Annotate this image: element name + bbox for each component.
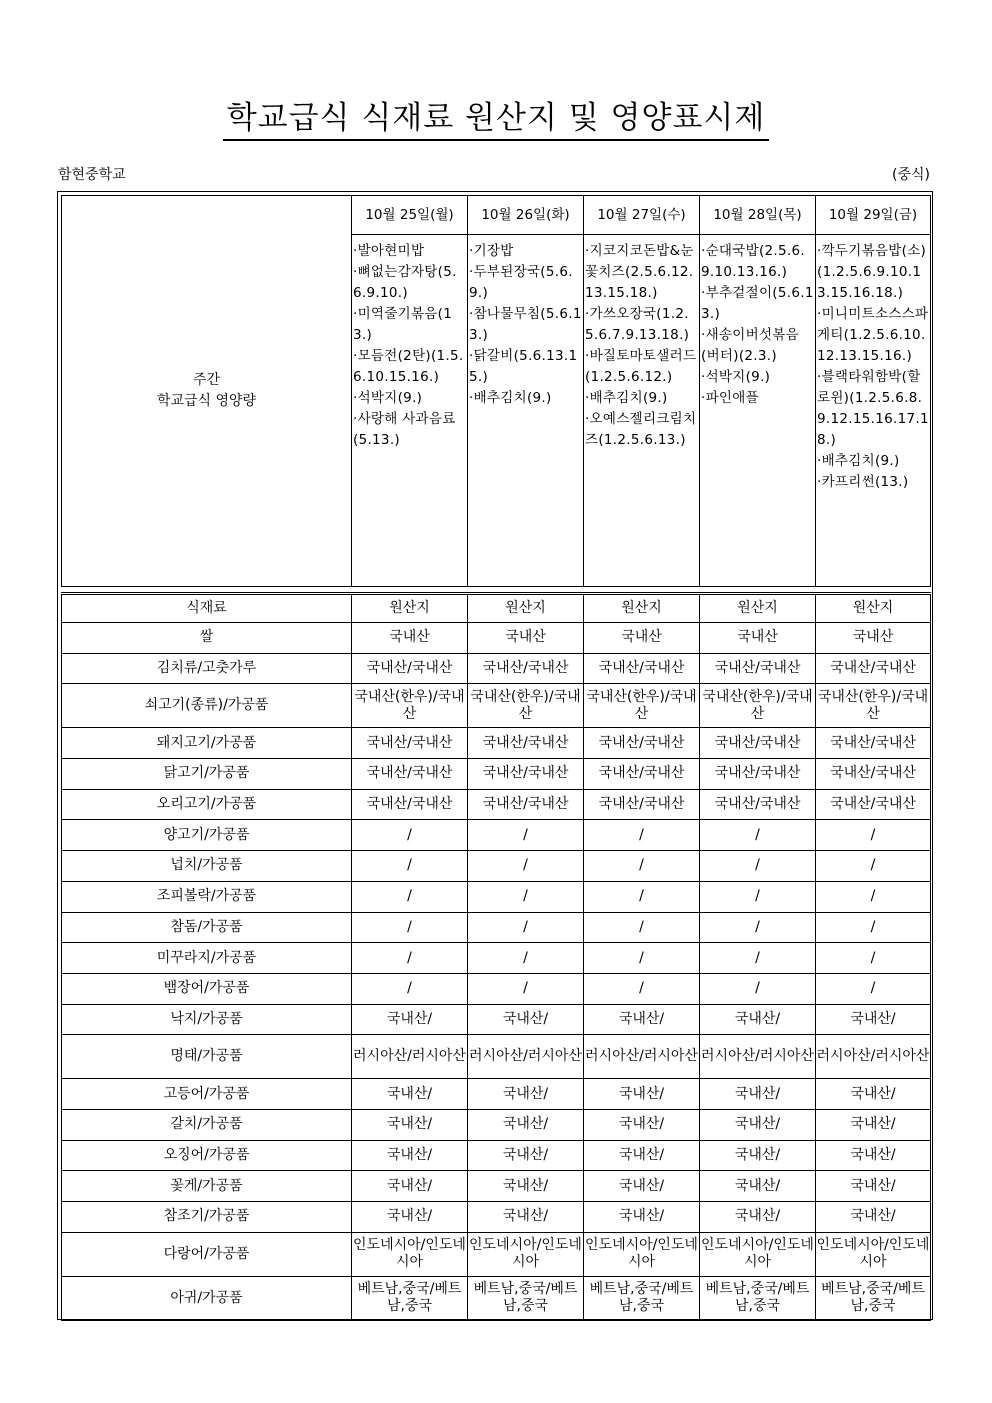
menu-cell	[816, 235, 931, 587]
origin-value: /	[816, 912, 931, 943]
origin-value: 베트남,중국/베트남,중국	[468, 1276, 584, 1320]
date-header: 10월 29일(금)	[816, 196, 931, 235]
origin-value: /	[584, 943, 700, 974]
menu-item: ·파인애플	[701, 390, 759, 406]
origin-value: 국내산/	[584, 1079, 700, 1110]
origin-value: 러시아산/러시아산	[700, 1035, 816, 1079]
menu-item: ·닭갈비(5.6.13.15.)	[469, 348, 578, 385]
origin-value: 국내산/국내산	[352, 728, 468, 759]
meal-type: (중식)	[892, 167, 930, 183]
ingredient-name: 명태/가공품	[62, 1035, 352, 1079]
origin-value: 국내산	[352, 623, 468, 654]
origin-header-row	[62, 594, 931, 623]
origin-value: 국내산(한우)/국내산	[352, 684, 468, 728]
menu-item: ·카프리썬(13.)	[817, 474, 909, 490]
origin-value: 국내산(한우)/국내산	[468, 684, 584, 728]
ingredient-name: 닭고기/가공품	[62, 759, 352, 790]
origin-value: 국내산/국내산	[468, 759, 584, 790]
ingredient-name: 고등어/가공품	[62, 1079, 352, 1110]
origin-value: 국내산/국내산	[468, 789, 584, 820]
origin-value: 국내산/국내산	[352, 789, 468, 820]
menu-item: ·미역줄기볶음(13.)	[353, 306, 453, 343]
origin-value: /	[816, 881, 931, 912]
page-title: 학교급식 식재료 원산지 및 영양표시제	[0, 92, 992, 141]
origin-value: 국내산/국내산	[816, 728, 931, 759]
origin-value: /	[700, 820, 816, 851]
origin-value: 베트남,중국/베트남,중국	[584, 1276, 700, 1320]
origin-value: 국내산/국내산	[584, 789, 700, 820]
weekly-nutrition-label: 주간 학교급식 영양량	[62, 196, 352, 587]
origin-header: 원산지	[352, 594, 468, 623]
origin-value: /	[584, 851, 700, 882]
origin-value: 국내산	[468, 623, 584, 654]
ingredient-name: 다랑어/가공품	[62, 1232, 352, 1276]
origin-row	[62, 759, 931, 790]
ingredient-name: 쇠고기(종류)/가공품	[62, 684, 352, 728]
date-header: 10월 28일(목)	[700, 196, 816, 235]
origin-value: 베트남,중국/베트남,중국	[700, 1276, 816, 1320]
menu-item: ·블랙타워함박(할로윈)(1.2.5.6.8.9.12.15.16.17.18.)	[817, 369, 929, 448]
origin-value: 베트남,중국/베트남,중국	[352, 1276, 468, 1320]
ingredient-name: 쌀	[62, 623, 352, 654]
menu-item: ·기장밥	[469, 243, 514, 259]
origin-value: /	[468, 881, 584, 912]
menu-item: ·바질토마토샐러드(1.2.5.6.12.)	[585, 348, 697, 385]
ingredient-name: 뱀장어/가공품	[62, 973, 352, 1004]
ingredient-name: 꽃게/가공품	[62, 1171, 352, 1202]
origin-value: 국내산/	[816, 1171, 931, 1202]
date-header: 10월 27일(수)	[584, 196, 700, 235]
menu-item: ·배추김치(9.)	[817, 453, 900, 469]
origin-value: 국내산/	[468, 1202, 584, 1233]
origin-value: 국내산/국내산	[816, 759, 931, 790]
origin-value: /	[352, 912, 468, 943]
origin-value: /	[584, 912, 700, 943]
origin-row	[62, 623, 931, 654]
origin-row	[62, 820, 931, 851]
origin-value: /	[700, 851, 816, 882]
ingredient-name: 참돔/가공품	[62, 912, 352, 943]
origin-row	[62, 1202, 931, 1233]
origin-value: 국내산/	[816, 1140, 931, 1171]
menu-item: ·새송이버섯볶음(버터)(2.3.)	[701, 327, 799, 364]
menu-item: ·배추김치(9.)	[469, 390, 552, 406]
origin-row	[62, 973, 931, 1004]
origin-value: /	[352, 943, 468, 974]
origin-value: 국내산/국내산	[584, 759, 700, 790]
menu-cell	[352, 235, 468, 587]
origin-row	[62, 1079, 931, 1110]
origin-value: 인도네시아/인도네시아	[352, 1232, 468, 1276]
menu-item: ·배추김치(9.)	[585, 390, 668, 406]
origin-value: 국내산/국내산	[584, 653, 700, 684]
origin-value: /	[352, 973, 468, 1004]
origin-value: 국내산/	[584, 1202, 700, 1233]
ingredient-name: 오리고기/가공품	[62, 789, 352, 820]
origin-value: 국내산/	[468, 1004, 584, 1035]
origin-value: 국내산/국내산	[700, 728, 816, 759]
origin-value: 국내산	[816, 623, 931, 654]
origin-header: 원산지	[468, 594, 584, 623]
date-header: 10월 25일(월)	[352, 196, 468, 235]
origin-value: 국내산/	[700, 1171, 816, 1202]
ingredient-name: 양고기/가공품	[62, 820, 352, 851]
menu-cell	[584, 235, 700, 587]
date-header: 10월 26일(화)	[468, 196, 584, 235]
origin-value: 국내산/	[468, 1079, 584, 1110]
origin-value: 국내산/	[816, 1079, 931, 1110]
origin-row	[62, 728, 931, 759]
origin-row	[62, 653, 931, 684]
origin-row	[62, 1232, 931, 1276]
origin-row	[62, 943, 931, 974]
menu-item: ·석박지(9.)	[701, 369, 771, 385]
menu-item: ·두부된장국(5.6.9.)	[469, 264, 573, 301]
menu-item: ·오예스젤리크림치즈(1.2.5.6.13.)	[585, 411, 697, 448]
menu-item: ·미니미트소스스파게티(1.2.5.6.10.12.13.15.16.)	[817, 306, 929, 364]
origin-value: /	[468, 943, 584, 974]
origin-value: 국내산/국내산	[584, 728, 700, 759]
origin-value: 국내산/	[468, 1140, 584, 1171]
menu-table	[61, 195, 931, 587]
origin-value: 국내산(한우)/국내산	[700, 684, 816, 728]
origin-row	[62, 851, 931, 882]
origin-value: 국내산/	[468, 1109, 584, 1140]
origin-value: 국내산/	[816, 1202, 931, 1233]
origin-value: 국내산/	[352, 1079, 468, 1110]
origin-value: 국내산/	[584, 1109, 700, 1140]
origin-value: 국내산/	[352, 1109, 468, 1140]
origin-value: 국내산/국내산	[816, 653, 931, 684]
ingredient-name: 김치류/고춧가루	[62, 653, 352, 684]
origin-value: 국내산/	[468, 1171, 584, 1202]
origin-row	[62, 1276, 931, 1320]
menu-item: ·가쓰오장국(1.2.5.6.7.9.13.18.)	[585, 306, 690, 343]
menu-item: ·부추겉절이(5.6.13.)	[701, 285, 814, 322]
ingredient-name: 갈치/가공품	[62, 1109, 352, 1140]
origin-value: /	[352, 881, 468, 912]
origin-header: 원산지	[584, 594, 700, 623]
origin-value: 국내산/국내산	[352, 759, 468, 790]
origin-row	[62, 881, 931, 912]
origin-table	[61, 592, 931, 1321]
origin-value: /	[816, 943, 931, 974]
origin-row	[62, 912, 931, 943]
origin-value: 국내산/국내산	[700, 653, 816, 684]
origin-value: 베트남,중국/베트남,중국	[816, 1276, 931, 1320]
origin-value: 국내산/	[352, 1171, 468, 1202]
origin-value: 국내산/국내산	[468, 728, 584, 759]
origin-value: 국내산/	[352, 1140, 468, 1171]
menu-item: ·뼈없는감자탕(5.6.9.10.)	[353, 264, 457, 301]
origin-value: 러시아산/러시아산	[352, 1035, 468, 1079]
ingredient-name: 미꾸라지/가공품	[62, 943, 352, 974]
origin-value: /	[468, 973, 584, 1004]
origin-value: 국내산(한우)/국내산	[816, 684, 931, 728]
ingredient-name: 조피볼락/가공품	[62, 881, 352, 912]
menu-item: ·석박지(9.)	[353, 390, 423, 406]
school-name: 함현중학교	[58, 167, 126, 183]
origin-value: /	[700, 943, 816, 974]
date-row	[62, 196, 931, 235]
origin-value: /	[584, 820, 700, 851]
origin-value: 국내산/	[584, 1171, 700, 1202]
origin-value: /	[816, 973, 931, 1004]
origin-value: 국내산/	[700, 1202, 816, 1233]
origin-value: /	[468, 820, 584, 851]
origin-value: 인도네시아/인도네시아	[584, 1232, 700, 1276]
menu-item: ·발아현미밥	[353, 243, 425, 259]
origin-value: 국내산/	[584, 1004, 700, 1035]
origin-value: 국내산/국내산	[816, 789, 931, 820]
menu-cell	[468, 235, 584, 587]
origin-row	[62, 1035, 931, 1079]
origin-value: 국내산/	[700, 1140, 816, 1171]
origin-row	[62, 684, 931, 728]
origin-value: 국내산/	[700, 1079, 816, 1110]
menu-cell	[700, 235, 816, 587]
menu-item: ·깍두기볶음밥(소)(1.2.5.6.9.10.13.15.16.18.)	[817, 243, 927, 301]
origin-value: 러시아산/러시아산	[468, 1035, 584, 1079]
origin-value: 국내산/국내산	[700, 789, 816, 820]
menu-item: ·사랑해 사과음료(5.13.)	[353, 411, 456, 448]
origin-value: 국내산/	[700, 1109, 816, 1140]
origin-value: /	[352, 851, 468, 882]
ingredient-name: 돼지고기/가공품	[62, 728, 352, 759]
origin-value: 국내산/국내산	[352, 653, 468, 684]
origin-value: 국내산/	[584, 1140, 700, 1171]
origin-value: /	[584, 881, 700, 912]
origin-value: 국내산/	[352, 1202, 468, 1233]
origin-value: 국내산/	[700, 1004, 816, 1035]
origin-value: 러시아산/러시아산	[816, 1035, 931, 1079]
ingredient-name: 오징어/가공품	[62, 1140, 352, 1171]
origin-value: /	[468, 851, 584, 882]
menu-item: ·모듬전(2탄)(1.5.6.10.15.16.)	[353, 348, 464, 385]
origin-header: 원산지	[816, 594, 931, 623]
origin-row	[62, 789, 931, 820]
menu-item: ·참나물무침(5.6.13.)	[469, 306, 582, 343]
ingredient-name: 아귀/가공품	[62, 1276, 352, 1320]
origin-value: /	[816, 851, 931, 882]
origin-header: 원산지	[700, 594, 816, 623]
origin-row	[62, 1140, 931, 1171]
origin-value: 인도네시아/인도네시아	[700, 1232, 816, 1276]
origin-value: /	[700, 973, 816, 1004]
origin-value: 국내산/	[352, 1004, 468, 1035]
origin-row	[62, 1109, 931, 1140]
origin-value: 국내산(한우)/국내산	[584, 684, 700, 728]
origin-value: 인도네시아/인도네시아	[468, 1232, 584, 1276]
origin-row	[62, 1004, 931, 1035]
origin-value: 국내산/국내산	[700, 759, 816, 790]
origin-value: 국내산/	[816, 1109, 931, 1140]
origin-value: 러시아산/러시아산	[584, 1035, 700, 1079]
menu-item: ·순대국밥(2.5.6.9.10.13.16.)	[701, 243, 805, 280]
origin-value: /	[816, 820, 931, 851]
origin-value: 인도네시아/인도네시아	[816, 1232, 931, 1276]
ingredient-name: 낙지/가공품	[62, 1004, 352, 1035]
origin-value: /	[468, 912, 584, 943]
origin-row	[62, 1171, 931, 1202]
origin-value: 국내산	[584, 623, 700, 654]
origin-value: /	[700, 881, 816, 912]
origin-value: /	[352, 820, 468, 851]
origin-value: 국내산	[700, 623, 816, 654]
ingredient-name: 참조기/가공품	[62, 1202, 352, 1233]
origin-value: 국내산/국내산	[468, 653, 584, 684]
ingredient-name: 넙치/가공품	[62, 851, 352, 882]
origin-value: /	[700, 912, 816, 943]
origin-value: /	[584, 973, 700, 1004]
menu-item: ·지코지코돈밥&눈꽃치즈(2.5.6.12.13.15.18.)	[585, 243, 694, 301]
origin-body	[62, 623, 931, 1321]
origin-value: 국내산/	[816, 1004, 931, 1035]
ingredient-header: 식재료	[62, 594, 352, 623]
